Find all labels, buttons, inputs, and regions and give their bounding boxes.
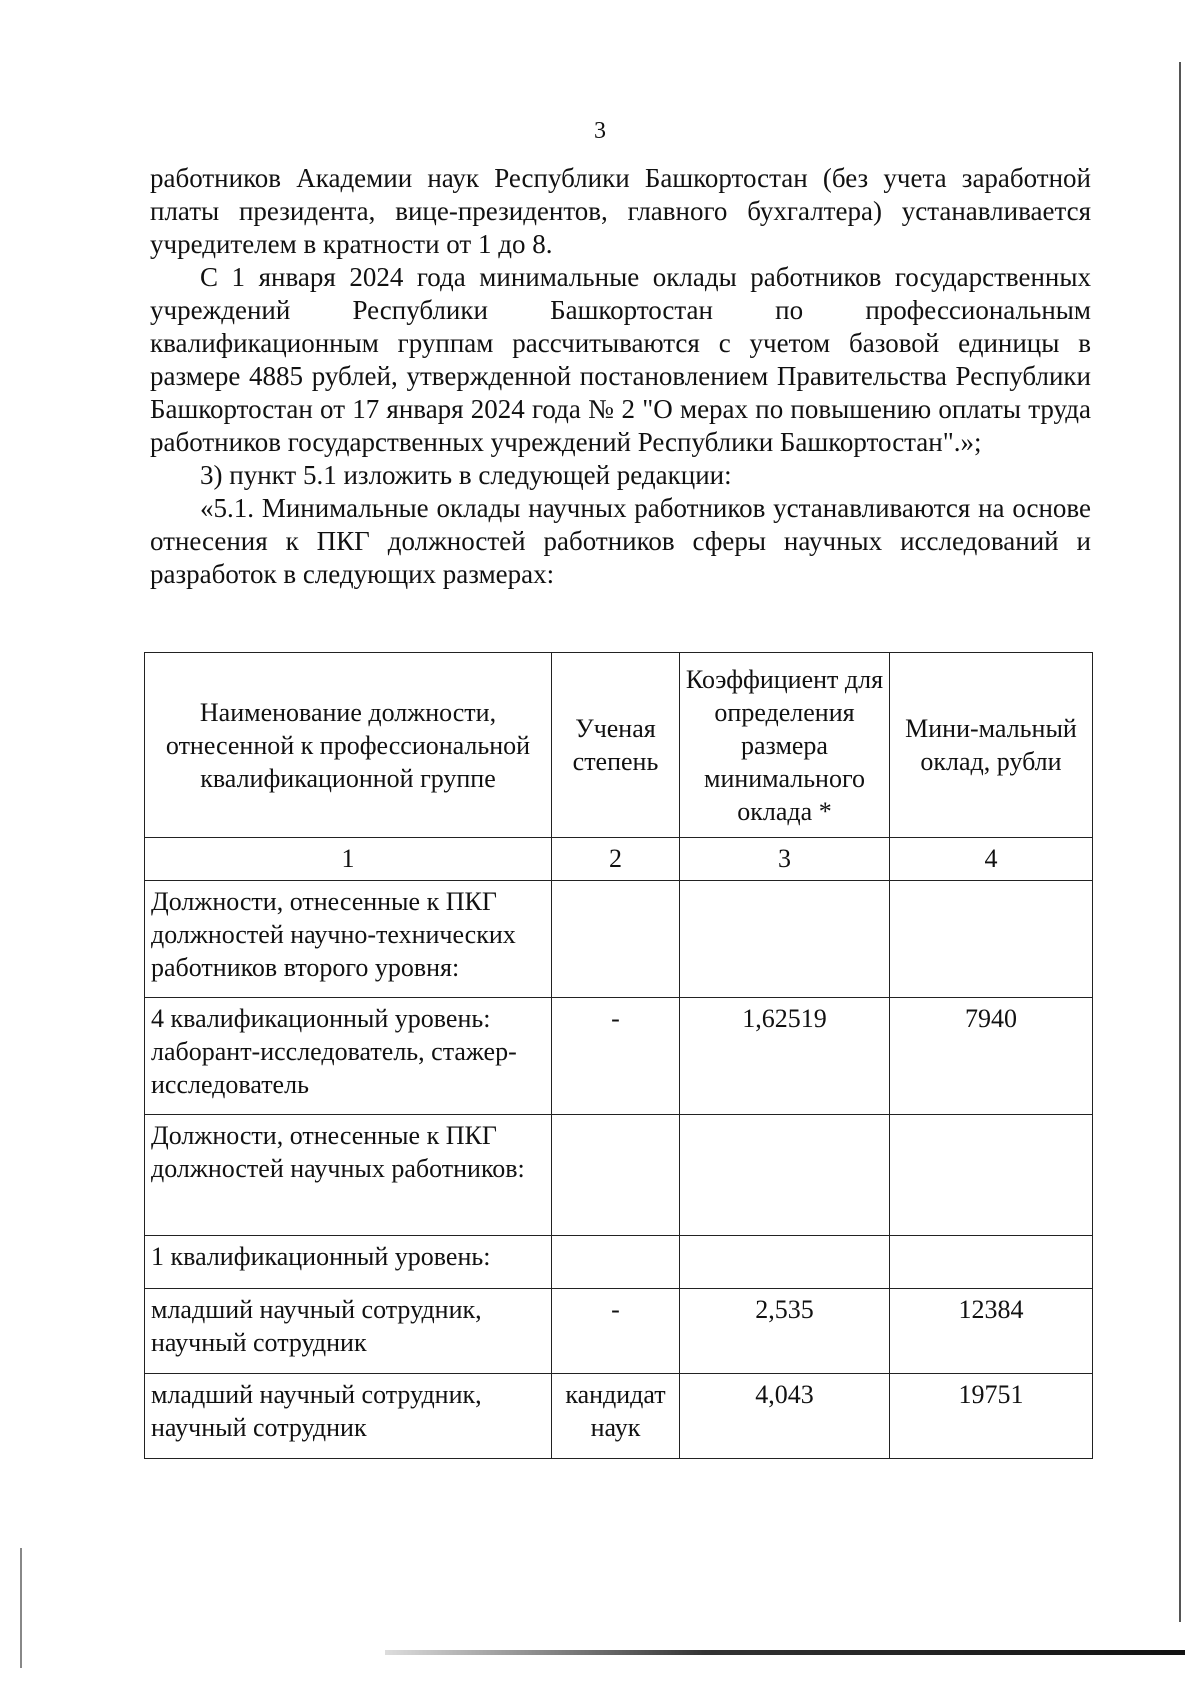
cell-coefficient (680, 881, 890, 998)
cell-degree (552, 881, 680, 998)
cell-degree: - (552, 998, 680, 1115)
cell-degree (552, 1236, 680, 1289)
cell-salary (890, 1236, 1093, 1289)
table-row (145, 1374, 1093, 1459)
scan-margin-line (1179, 62, 1181, 1622)
cell-coefficient (680, 1236, 890, 1289)
cell-name: Должности, отнесенные к ПКГ должностей научно-технических работников второго уровня: (145, 881, 552, 998)
cell-name: 4 квалификационный уровень: лаборант-исследователь, стажер-исследователь (145, 998, 552, 1115)
column-number: 3 (680, 838, 890, 881)
table-row (145, 1236, 1093, 1289)
salary-table (144, 652, 1093, 1459)
column-number: 4 (890, 838, 1093, 881)
paragraph-base-unit: С 1 января 2024 года минимальные оклады работников государственных учреждений Республики Башкортостан по профессиональным квалификационным группам рассчитываются с учетом базовой единицы в размере 4885 рублей, утвержденной постановлением Правительства Республики Башкортостан от 17 января 2024 года № 2 "О мерах по повышению оплаты труда работников государственных учреждений Республики Башкортостан".»; (150, 262, 1091, 457)
table-row (145, 998, 1093, 1115)
cell-name: младший научный сотрудник, научный сотрудник (145, 1289, 552, 1374)
paragraph-continuation: работников Академии наук Республики Башкортостан (без учета заработной платы президента, вице-президентов, главного бухгалтера) устанавливается учредителем в кратности от 1 до 8. (150, 163, 1091, 259)
column-numbers-row (145, 838, 1093, 881)
cell-salary (890, 881, 1093, 998)
table-row (145, 1289, 1093, 1374)
cell-salary: 12384 (890, 1289, 1093, 1374)
cell-degree (552, 1115, 680, 1236)
cell-name: Должности, отнесенные к ПКГ должностей научных работников: (145, 1115, 552, 1236)
cell-coefficient: 4,043 (680, 1374, 890, 1459)
table-header-row (145, 653, 1093, 838)
column-number: 1 (145, 838, 552, 881)
header-position: Наименование должности, отнесенной к профессиональной квалификационной группе (145, 653, 552, 838)
header-degree: Ученая степень (552, 653, 680, 838)
cell-salary (890, 1115, 1093, 1236)
scan-margin-line (20, 1548, 22, 1668)
paragraph-item-5-1: «5.1. Минимальные оклады научных работников устанавливаются на основе отнесения к ПКГ должностей работников сферы научных исследований и разработок в следующих размерах: (150, 493, 1091, 589)
table-row (145, 881, 1093, 998)
cell-coefficient: 2,535 (680, 1289, 890, 1374)
cell-name: 1 квалификационный уровень: (145, 1236, 552, 1289)
paragraph-item-3: 3) пункт 5.1 изложить в следующей редакции: (200, 460, 732, 490)
cell-name: младший научный сотрудник, научный сотрудник (145, 1374, 552, 1459)
cell-coefficient: 1,62519 (680, 998, 890, 1115)
cell-salary: 7940 (890, 998, 1093, 1115)
cell-degree: кандидат наук (552, 1374, 680, 1459)
page-number: 3 (594, 118, 606, 144)
cell-salary: 19751 (890, 1374, 1093, 1459)
cell-degree: - (552, 1289, 680, 1374)
table-row (145, 1115, 1093, 1236)
body-text (150, 162, 1091, 591)
header-coefficient: Коэффициент для определения размера минимального оклада * (680, 653, 890, 838)
header-salary: Мини-мальный оклад, рубли (890, 653, 1093, 838)
scan-bottom-edge (385, 1650, 1185, 1655)
cell-coefficient (680, 1115, 890, 1236)
column-number: 2 (552, 838, 680, 881)
